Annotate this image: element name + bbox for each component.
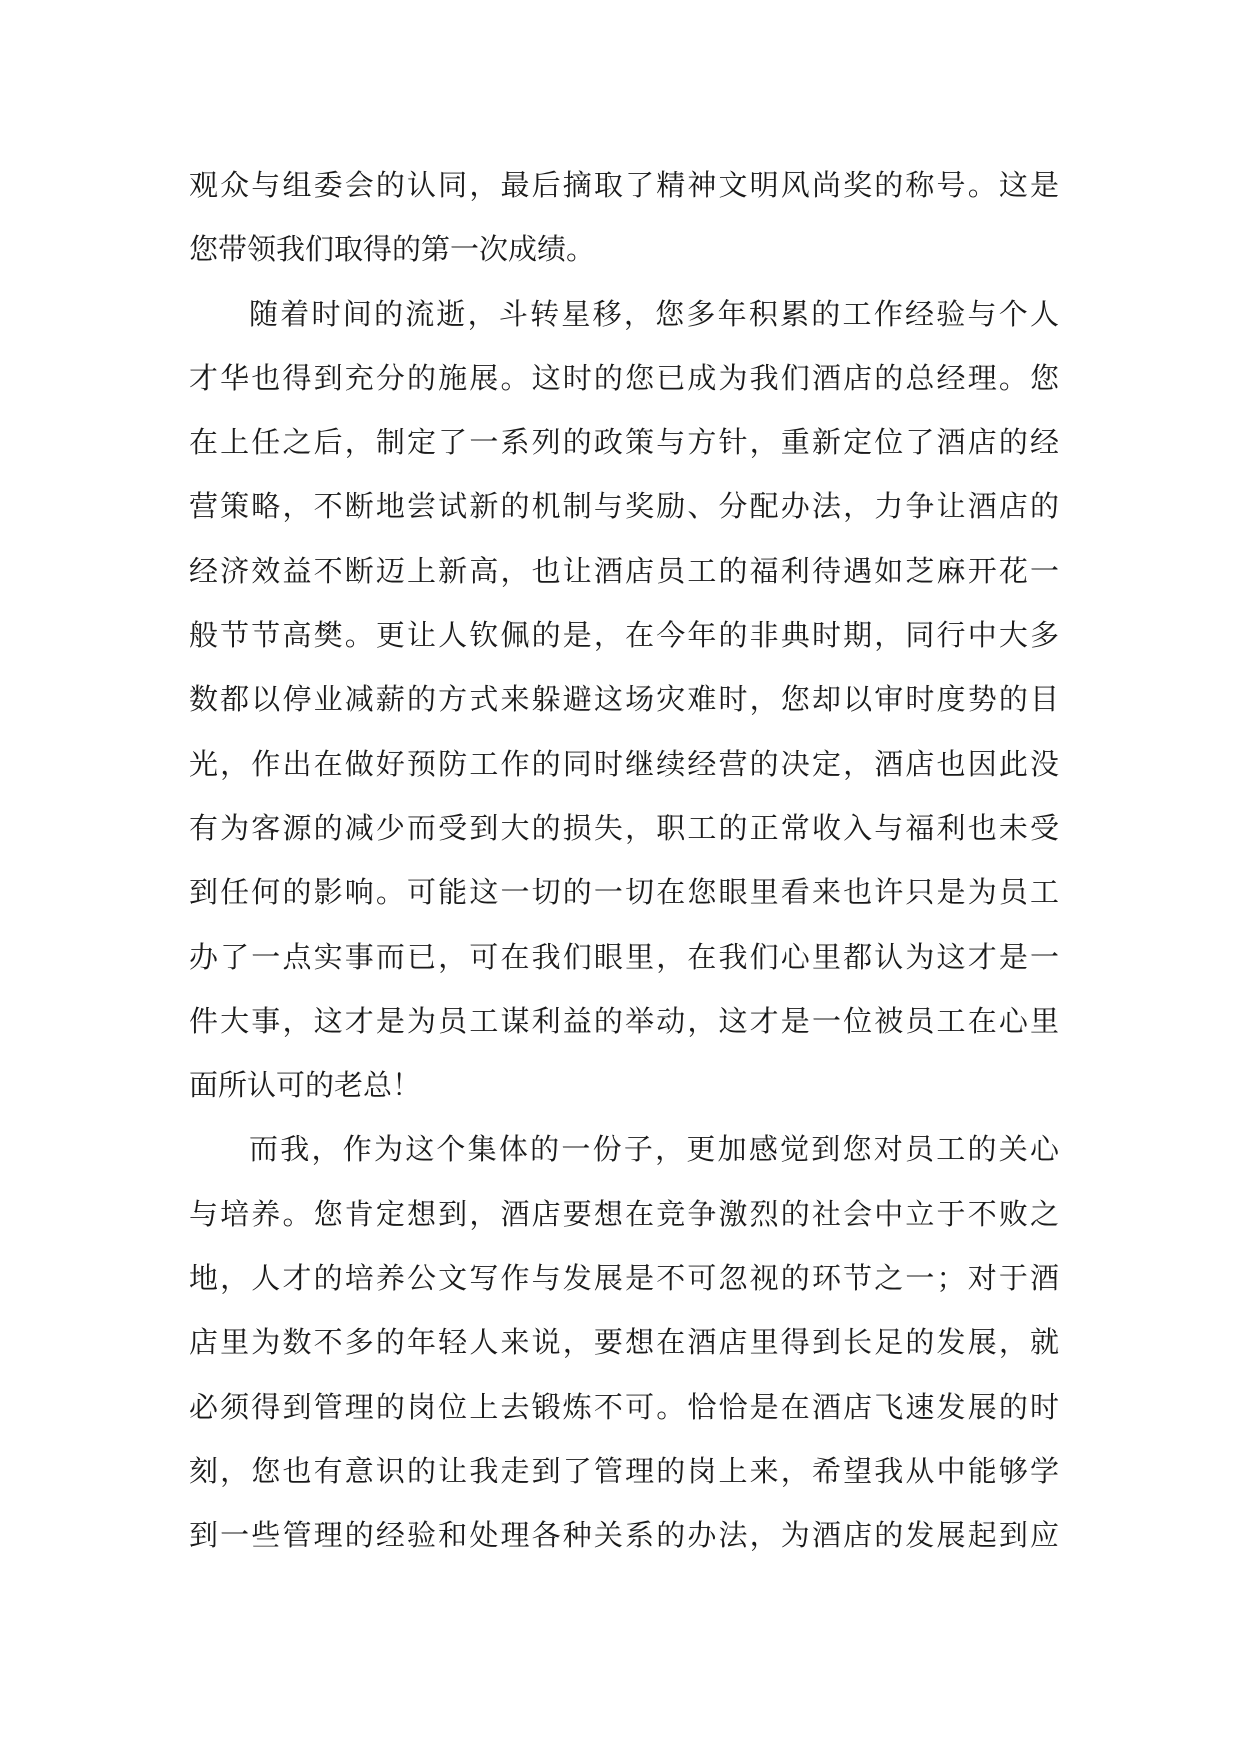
text-line: 而我，作为这个集体的一份子，更加感觉到您对员工的关心 <box>249 1132 1059 1167</box>
text-line: 光，作出在做好预防工作的同时继续经营的决定，酒店也因此没 <box>189 746 1059 781</box>
text-line: 经济效益不断迈上新高，也让酒店员工的福利待遇如芝麻开花一 <box>189 553 1059 588</box>
text-line: 营策略，不断地尝试新的机制与奖励、分配办法，力争让酒店的 <box>189 489 1059 524</box>
text-line: 般节节高樊。更让人钦佩的是，在今年的非典时期，同行中大多 <box>189 618 1059 653</box>
text-line: 必须得到管理的岗位上去锻炼不可。恰恰是在酒店飞速发展的时 <box>189 1389 1059 1424</box>
text-line: 数都以停业减薪的方式来躲避这场灾难时，您却以审时度势的目 <box>189 682 1059 717</box>
text-line: 办了一点实事而已，可在我们眼里，在我们心里都认为这才是一 <box>189 939 1059 974</box>
text-line: 店里为数不多的年轻人来说，要想在酒店里得到长足的发展，就 <box>189 1325 1059 1360</box>
text-line: 地，人才的培养公文写作与发展是不可忽视的环节之一；对于酒 <box>189 1261 1059 1296</box>
text-line: 随着时间的流逝，斗转星移，您多年积累的工作经验与个人 <box>249 296 1059 331</box>
text-line: 在上任之后，制定了一系列的政策与方针，重新定位了酒店的经 <box>189 425 1059 460</box>
text-line: 面所认可的老总！ <box>189 1068 422 1103</box>
text-line: 件大事，这才是为员工谋利益的举动，这才是一位被员工在心里 <box>189 1003 1059 1038</box>
text-line: 有为客源的减少而受到大的损失，职工的正常收入与福利也未受 <box>189 810 1059 845</box>
text-line: 到一些管理的经验和处理各种关系的办法，为酒店的发展起到应 <box>189 1518 1059 1553</box>
text-line: 到任何的影响。可能这一切的一切在您眼里看来也许只是为员工 <box>189 875 1059 910</box>
text-line: 才华也得到充分的施展。这时的您已成为我们酒店的总经理。您 <box>189 360 1059 395</box>
text-line: 刻，您也有意识的让我走到了管理的岗上来，希望我从中能够学 <box>189 1453 1059 1488</box>
body-text <box>189 153 1059 1568</box>
text-line: 与培养。您肯定想到，酒店要想在竞争激烈的社会中立于不败之 <box>189 1196 1059 1231</box>
text-line: 观众与组委会的认同，最后摘取了精神文明风尚奖的称号。这是 <box>189 168 1059 202</box>
text-line: 您带领我们取得的第一次成绩。 <box>189 232 596 267</box>
